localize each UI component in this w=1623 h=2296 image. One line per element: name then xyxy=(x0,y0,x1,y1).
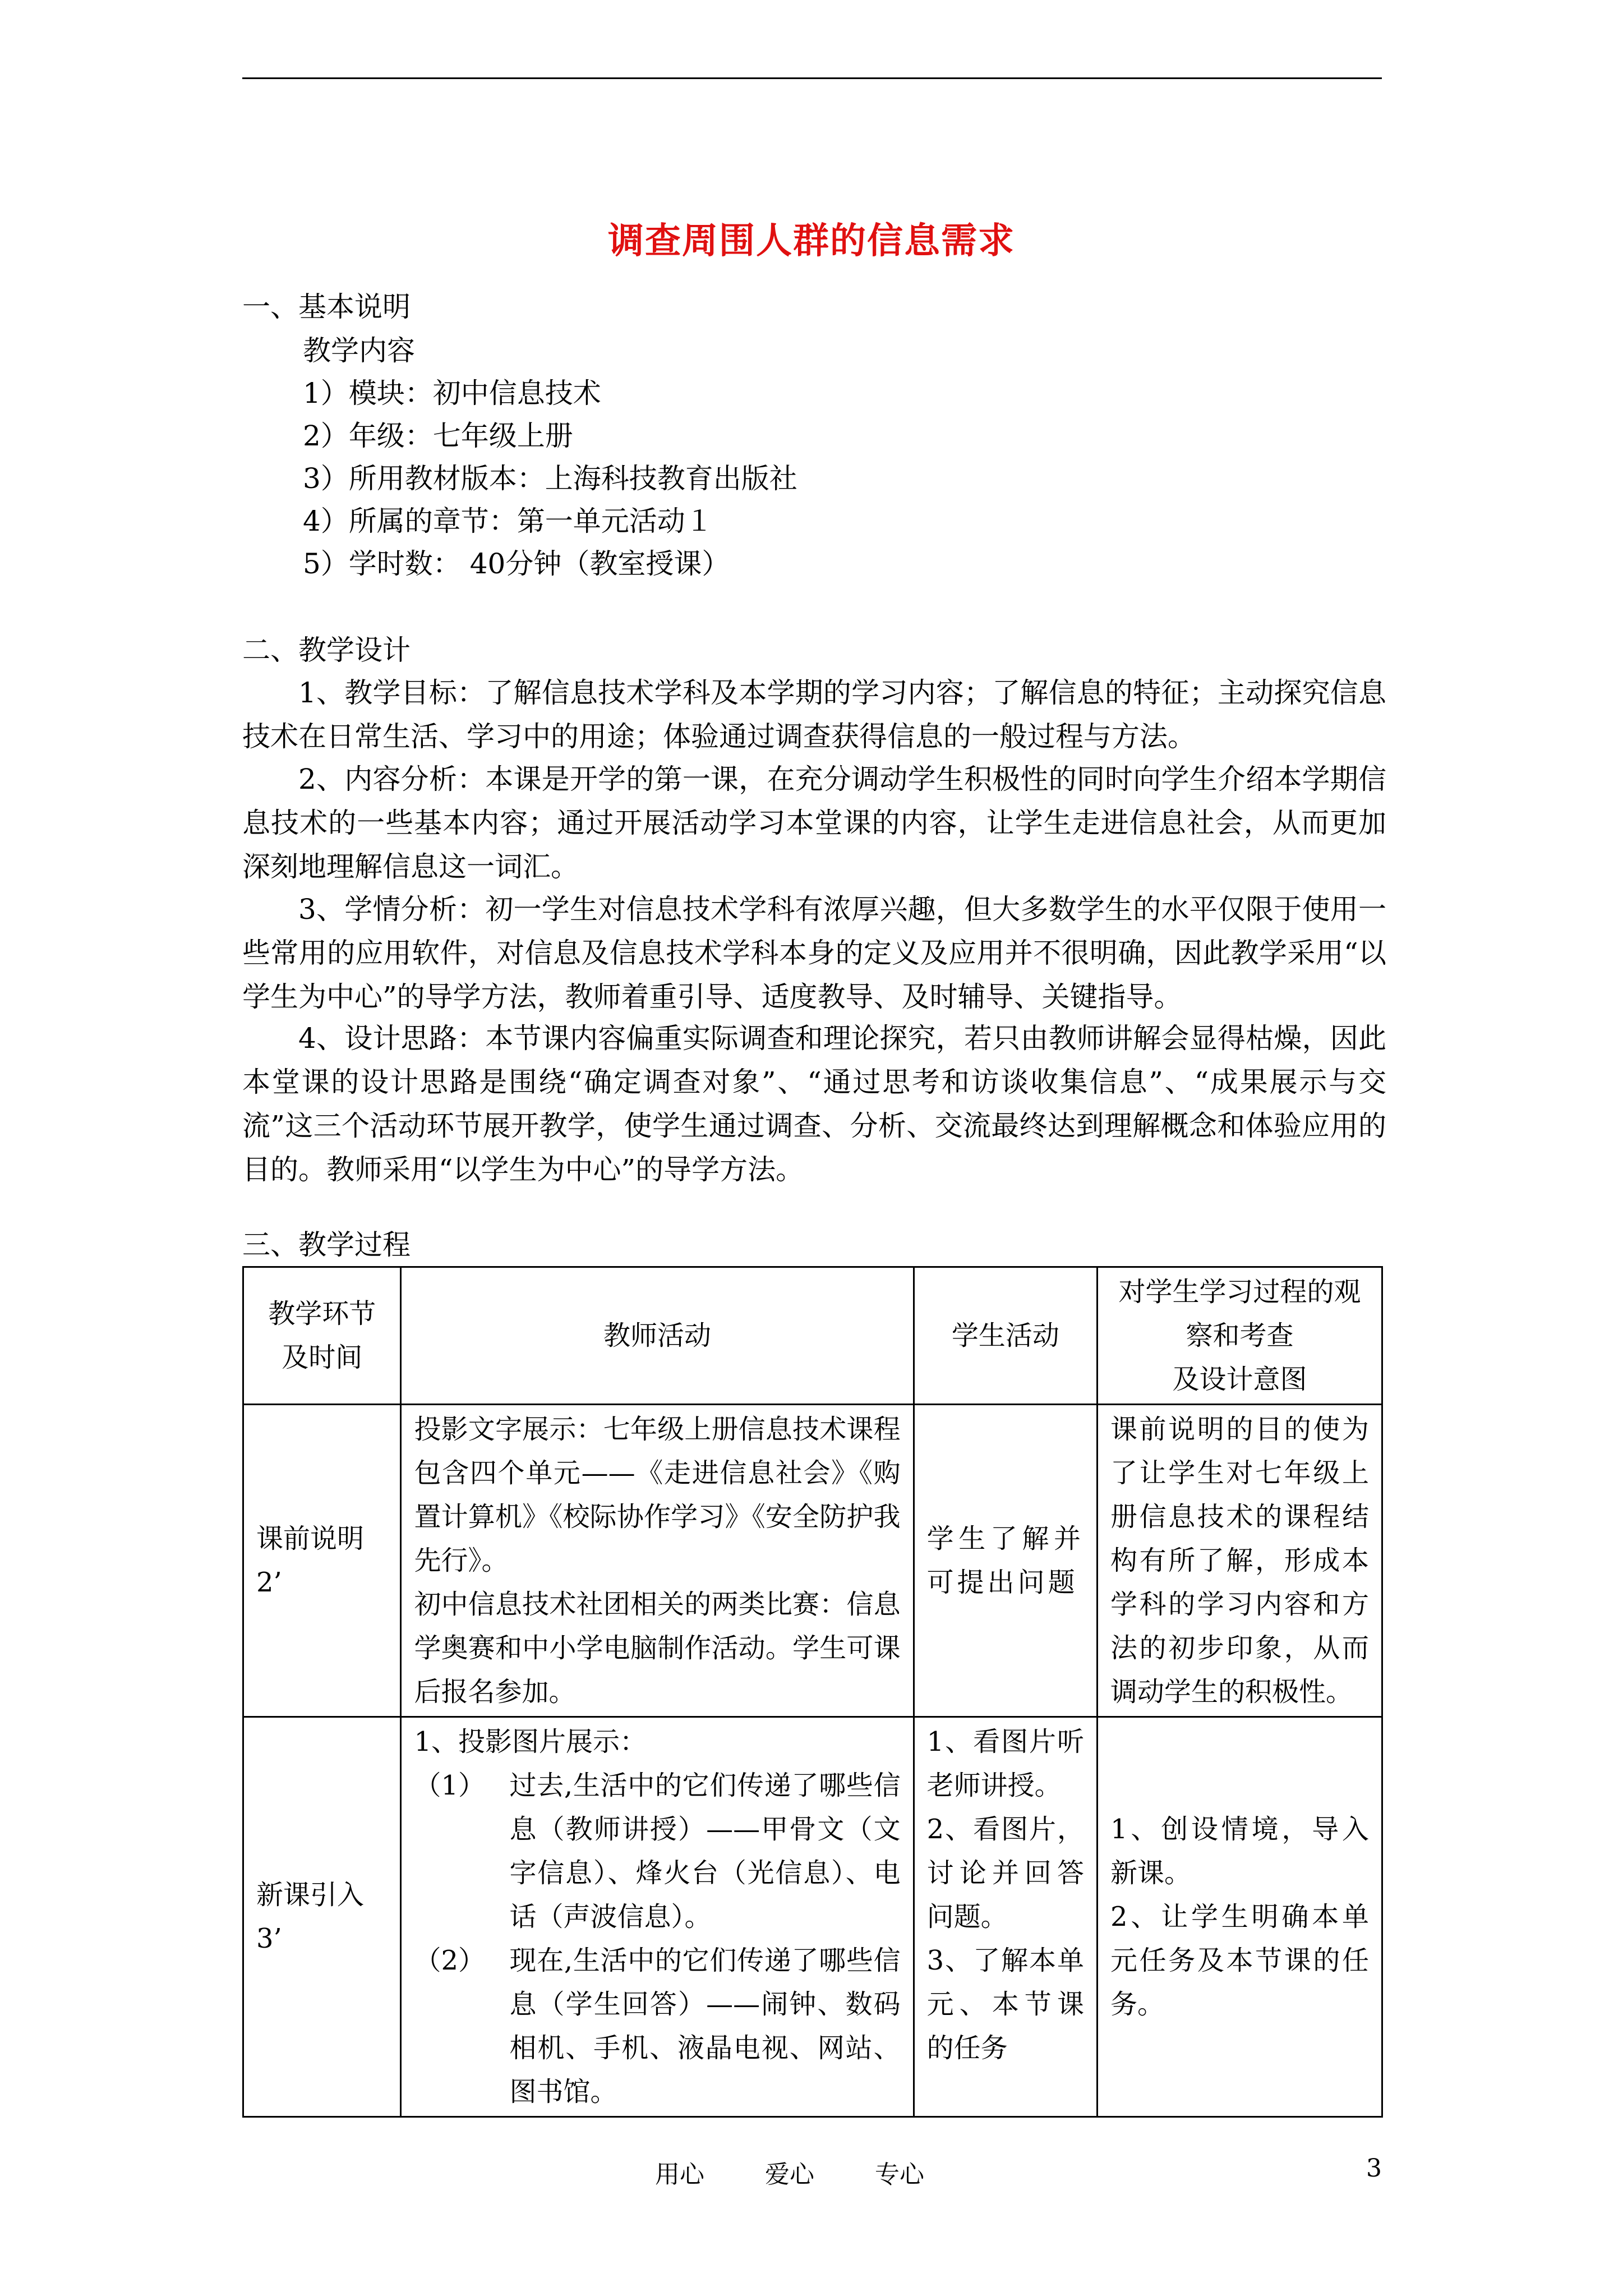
header-rule xyxy=(242,77,1382,79)
section1-heading: 一、基本说明 xyxy=(242,291,411,323)
section1-subheading: 教学内容 xyxy=(303,334,415,367)
section2-heading: 二、教学设计 xyxy=(242,634,411,666)
page-number: 3 xyxy=(1366,2154,1382,2183)
row-student-activity: 学生了解并可提出问题 xyxy=(914,1405,1097,1717)
footer-motto: 专心 xyxy=(875,2160,924,2189)
list-item: （2） 现在,生活中的它们传递了哪些信息（学生回答）——闹钟、数码相机、手机、液晶电视、网站、图书馆。 xyxy=(414,1945,901,2108)
section1-item: 3）所用教材版本：上海科技教育出版社 xyxy=(303,462,797,495)
section2-paragraph: 4、设计思路：本节课内容偏重实际调查和理论探究，若只由教师讲解会显得枯燥，因此本堂课的设计思路是围绕“确定调查对象”、“通过思考和访谈收集信息”、“成果展示与交流”这三个活动环节展开教学，使学生通过调查、分析、交流最终达到理解概念和体验应用的目的。教师采用“以学生为中心”的导学方法。 xyxy=(242,1022,1386,1186)
list-item: （1） 过去,生活中的它们传递了哪些信息（教师讲授）——甲骨文（文字信息）、烽火台（光信息）、电话（声波信息）。 xyxy=(414,1770,901,1932)
footer-motto: 爱心 xyxy=(765,2160,814,2189)
row-teacher-activity: 1、投影图片展示： （1） 过去,生活中的它们传递了哪些信息（教师讲授）——甲骨文（文字信息）、烽火台（光信息）、电话（声波信息）。 （2） 现在,生活中的它们传递了哪些信息（学生回答）——闹钟、数码相机、手机、液晶电视、网站、图书馆。 xyxy=(401,1717,914,2117)
header-stage: 教学环节 及时间 xyxy=(243,1267,401,1405)
row-stage: 新课引入 3’ xyxy=(243,1717,401,2117)
section1-item: 1）模块：初中信息技术 xyxy=(303,377,601,409)
section2-paragraph: 1、教学目标：了解信息技术学科及本学期的学习内容；了解信息的特征；主动探究信息技术在日常生活、学习中的用途；体验通过调查获得信息的一般过程与方法。 xyxy=(242,677,1386,753)
header-teacher-activity: 教师活动 xyxy=(401,1267,914,1405)
section2-paragraph: 2、内容分析：本课是开学的第一课，在充分调动学生积极性的同时向学生介绍本学期信息技术的一些基本内容；通过开展活动学习本堂课的内容，让学生走进信息社会，从而更加深刻地理解信息这一词汇。 xyxy=(242,763,1386,883)
section1-item: 4）所属的章节：第一单元活动１ xyxy=(303,505,713,537)
footer-motto: 用心 xyxy=(655,2160,704,2189)
table-row xyxy=(243,1405,1382,1717)
table-header-row xyxy=(243,1267,1382,1405)
section1-item: 2）年级：七年级上册 xyxy=(303,420,573,452)
section2-paragraph: 3、学情分析：初一学生对信息技术学科有浓厚兴趣，但大多数学生的水平仅限于使用一些常用的应用软件，对信息及信息技术学科本身的定义及应用并不很明确，因此教学采用“以学生为中心”的导学方法，教师着重引导、适度教导、及时辅导、关键指导。 xyxy=(242,893,1386,1013)
header-student-activity: 学生活动 xyxy=(914,1267,1097,1405)
table-row xyxy=(243,1717,1382,2117)
row-intent: 1、创设情境，导入新课。 2、让学生明确本单元任务及本节课的任务。 xyxy=(1098,1717,1382,2117)
section3-heading: 三、教学过程 xyxy=(242,1228,411,1261)
row-student-activity: 1、看图片听老师讲授。 2、看图片，讨论并回答问题。 3、了解本单元、本节课的任务 xyxy=(914,1717,1097,2117)
teaching-process-table xyxy=(242,1266,1383,2118)
row-teacher-activity: 投影文字展示：七年级上册信息技术课程包含四个单元——《走进信息社会》《购置计算机》《校际协作学习》《安全防护我先行》。 初中信息技术社团相关的两类比赛：信息学奥赛和中小学电脑制作活动。学生可课后报名参加。 xyxy=(401,1405,914,1717)
row-intent: 课前说明的目的使为了让学生对七年级上册信息技术的课程结构有所了解，形成本学科的学习内容和方法的初步印象，从而调动学生的积极性。 xyxy=(1098,1405,1382,1717)
row-stage: 课前说明 2’ xyxy=(243,1405,401,1717)
section1-item: 5）学时数： 40分钟（教室授课） xyxy=(303,547,730,580)
header-intent: 对学生学习过程的观察和考查 及设计意图 xyxy=(1098,1267,1382,1405)
document-title: 调查周围人群的信息需求 xyxy=(608,220,1015,262)
